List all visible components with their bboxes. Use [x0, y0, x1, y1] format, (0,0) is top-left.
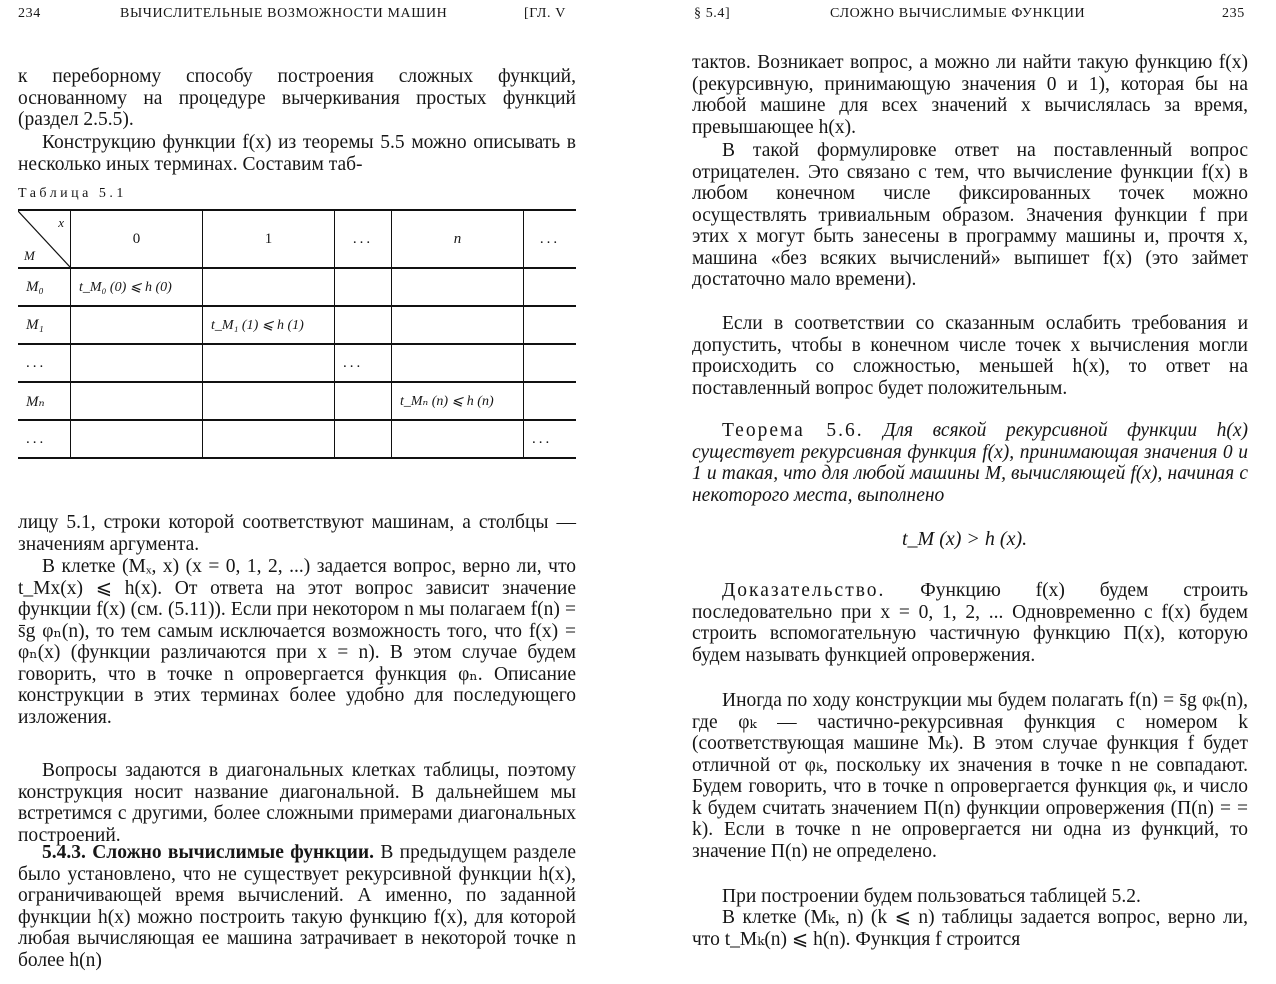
- table-cell: ...: [335, 344, 392, 382]
- paragraph: В клетке (Mₓ, x) (x = 0, 1, 2, ...) задается вопрос, верно ли, что t_Mx(x) ⩽ h(x). От ответа на этот вопрос зависит значение функции f(x) (см. (5.11)). Если при некотором n мы полагаем f(n) = s̄g φₙ(n), то тем самым исключается возможность того, что f(x) = φₙ(x) (функции различаются при x = n). В этом случае будем говорить, что в точке n опровергается функция φₙ. Описание конструкции в этих терминах более удобно для последующего изложения.: [18, 556, 576, 728]
- table-cell: [71, 420, 203, 458]
- paragraph: Вопросы задаются в диагональных клетках таблицы, поэтому конструкция носит название диагональной. В дальнейшем мы встретимся с другими, более сложными примерами диагональных построений.: [18, 760, 576, 846]
- table-cell: [203, 420, 335, 458]
- table-row: [18, 382, 576, 420]
- formula: t_M (x) > h (x).: [902, 528, 1028, 550]
- table-cell: [71, 382, 203, 420]
- table-cell: [524, 306, 577, 344]
- table-row: [18, 344, 576, 382]
- table-cell: [335, 420, 392, 458]
- running-head: СЛОЖНО ВЫЧИСЛИМЫЕ ФУНКЦИИ: [830, 6, 1086, 21]
- table-5-1: [18, 209, 576, 459]
- section-heading: 5.4.3. Сложно вычислимые функции.: [42, 842, 375, 863]
- section-text: В предыдущем разделе было установлено, что не существует рекурсивной функции h(x), ограничивающей время вычислений. А именно, по заданной функции h(x) можно построить такую функцию f(x), для которой любая вычисляющая ее машина затрачивает в некоторой точке n более h(n): [18, 842, 576, 971]
- table-cell: [203, 268, 335, 306]
- table-cell: [71, 344, 203, 382]
- table-cell: [392, 420, 524, 458]
- table-cell: [203, 382, 335, 420]
- theorem: [692, 420, 1248, 506]
- proof-label: Доказательство.: [722, 580, 886, 601]
- paragraph: Если в соответствии со сказанным ослабить требования и допустить, чтобы в конечном числе точек x вычисления могли происходить со сложностью, меньшей h(x), то ответ на поставленный вопрос будет положительным.: [692, 313, 1248, 399]
- table-caption: Таблица 5.1: [18, 186, 127, 201]
- row-label: ...: [18, 420, 71, 458]
- table-cell: [335, 382, 392, 420]
- table-cell: t_Mₙ (n) ⩽ h (n): [392, 382, 524, 420]
- proof: [692, 580, 1248, 666]
- col-header: ...: [524, 210, 577, 268]
- row-label: M₁: [18, 306, 71, 344]
- table-row: [18, 420, 576, 458]
- table-cell: [524, 382, 577, 420]
- section-label: § 5.4]: [694, 6, 731, 21]
- table-header-row: [18, 210, 576, 268]
- col-header: 0: [71, 210, 203, 268]
- section-paragraph: [18, 842, 576, 971]
- col-header: 1: [203, 210, 335, 268]
- table-corner-cell: [18, 210, 71, 268]
- table-cell: [71, 306, 203, 344]
- table-cell: t_M₁ (1) ⩽ h (1): [203, 306, 335, 344]
- paragraph: тактов. Возникает вопрос, а можно ли найти такую функцию f(x) (рекурсивную, принимающую значения 0 и 1), которая бы на любой машине для всех значений x вычислялась за время, превышающее h(x).: [692, 52, 1248, 138]
- theorem-text: Для всякой рекурсивной функции h(x) существует рекурсивная функция f(x), принимающая значения 0 и 1 и такая, что для любой машины M, вычисляющей f(x), начиная с некоторого места, выполнено: [692, 420, 1248, 506]
- paragraph: При построении будем пользоваться таблицей 5.2.: [722, 886, 1141, 907]
- right-page: [638, 0, 1276, 984]
- chapter-label: [ГЛ. V: [524, 6, 566, 21]
- proof-text: Функцию f(x) будем строить последовательно при x = 0, 1, 2, ... Одновременно с f(x) будем строить вспомогательную частичную функцию Π(x), которую будем называть функцией опровержения.: [692, 580, 1248, 666]
- table-cell: [203, 344, 335, 382]
- table-row: [18, 268, 576, 306]
- table-cell: [392, 268, 524, 306]
- table-cell: [524, 344, 577, 382]
- table-cell: ...: [524, 420, 577, 458]
- page-number: 234: [18, 6, 41, 21]
- col-header: n: [392, 210, 524, 268]
- table-cell: [335, 268, 392, 306]
- table-cell: [392, 344, 524, 382]
- paragraph: Иногда по ходу конструкции мы будем полагать f(n) = s̄g φₖ(n), где φₖ — частично-рекурсивная функция с номером k (соответствующая машине Mₖ). В этом случае функция f будет отличной от φₖ, поскольку их значения в точке n не совпадают. Будем говорить, что в точке n опровергается функция φₖ, и число k будем считать значением Π(n) функции опровержения (Π(n) = = k). Если в точке n не опровергается ни одна из функций, то значение Π(n) не определено.: [692, 690, 1248, 862]
- paragraph: лицу 5.1, строки которой соответствуют машинам, а столбцы — значениям аргумента.: [18, 512, 576, 555]
- page-number: 235: [1222, 6, 1245, 21]
- table-cell: [524, 268, 577, 306]
- paragraph: В клетке (Mₖ, n) (k ⩽ n) таблицы задается вопрос, верно ли, что t_Mₖ(n) ⩽ h(n). Функция f строится: [692, 907, 1248, 950]
- row-label: Mₙ: [18, 382, 71, 420]
- paragraph: Конструкцию функции f(x) из теоремы 5.5 можно описывать в несколько иных терминах. Составим таб-: [18, 132, 576, 175]
- table-cell: t_M₀ (0) ⩽ h (0): [71, 268, 203, 306]
- col-header: ...: [335, 210, 392, 268]
- table-row: [18, 306, 576, 344]
- theorem-label: Теорема 5.6.: [722, 420, 864, 441]
- table-cell: [335, 306, 392, 344]
- paragraph: В такой формулировке ответ на поставленный вопрос отрицателен. Это связано с тем, что вычисление функции f(x) в любом конечном числе фиксированных точек можно осуществлять тривиальным образом. Значения функции f при этих x могут быть занесены в программу машины и, прочтя x, машина «без всяких вычислений» выпишет f(x) (это займет достаточно мало времени).: [692, 140, 1248, 290]
- running-head: ВЫЧИСЛИТЕЛЬНЫЕ ВОЗМОЖНОСТИ МАШИН: [120, 6, 448, 21]
- row-label: M₀: [18, 268, 71, 306]
- paragraph: к переборному способу построения сложных функций, основанному на процедуре вычеркивания простых функций (раздел 2.5.5).: [18, 66, 576, 130]
- corner-x-label: x: [58, 215, 64, 230]
- row-label: ...: [18, 344, 71, 382]
- table-cell: [392, 306, 524, 344]
- corner-m-label: M: [24, 248, 35, 263]
